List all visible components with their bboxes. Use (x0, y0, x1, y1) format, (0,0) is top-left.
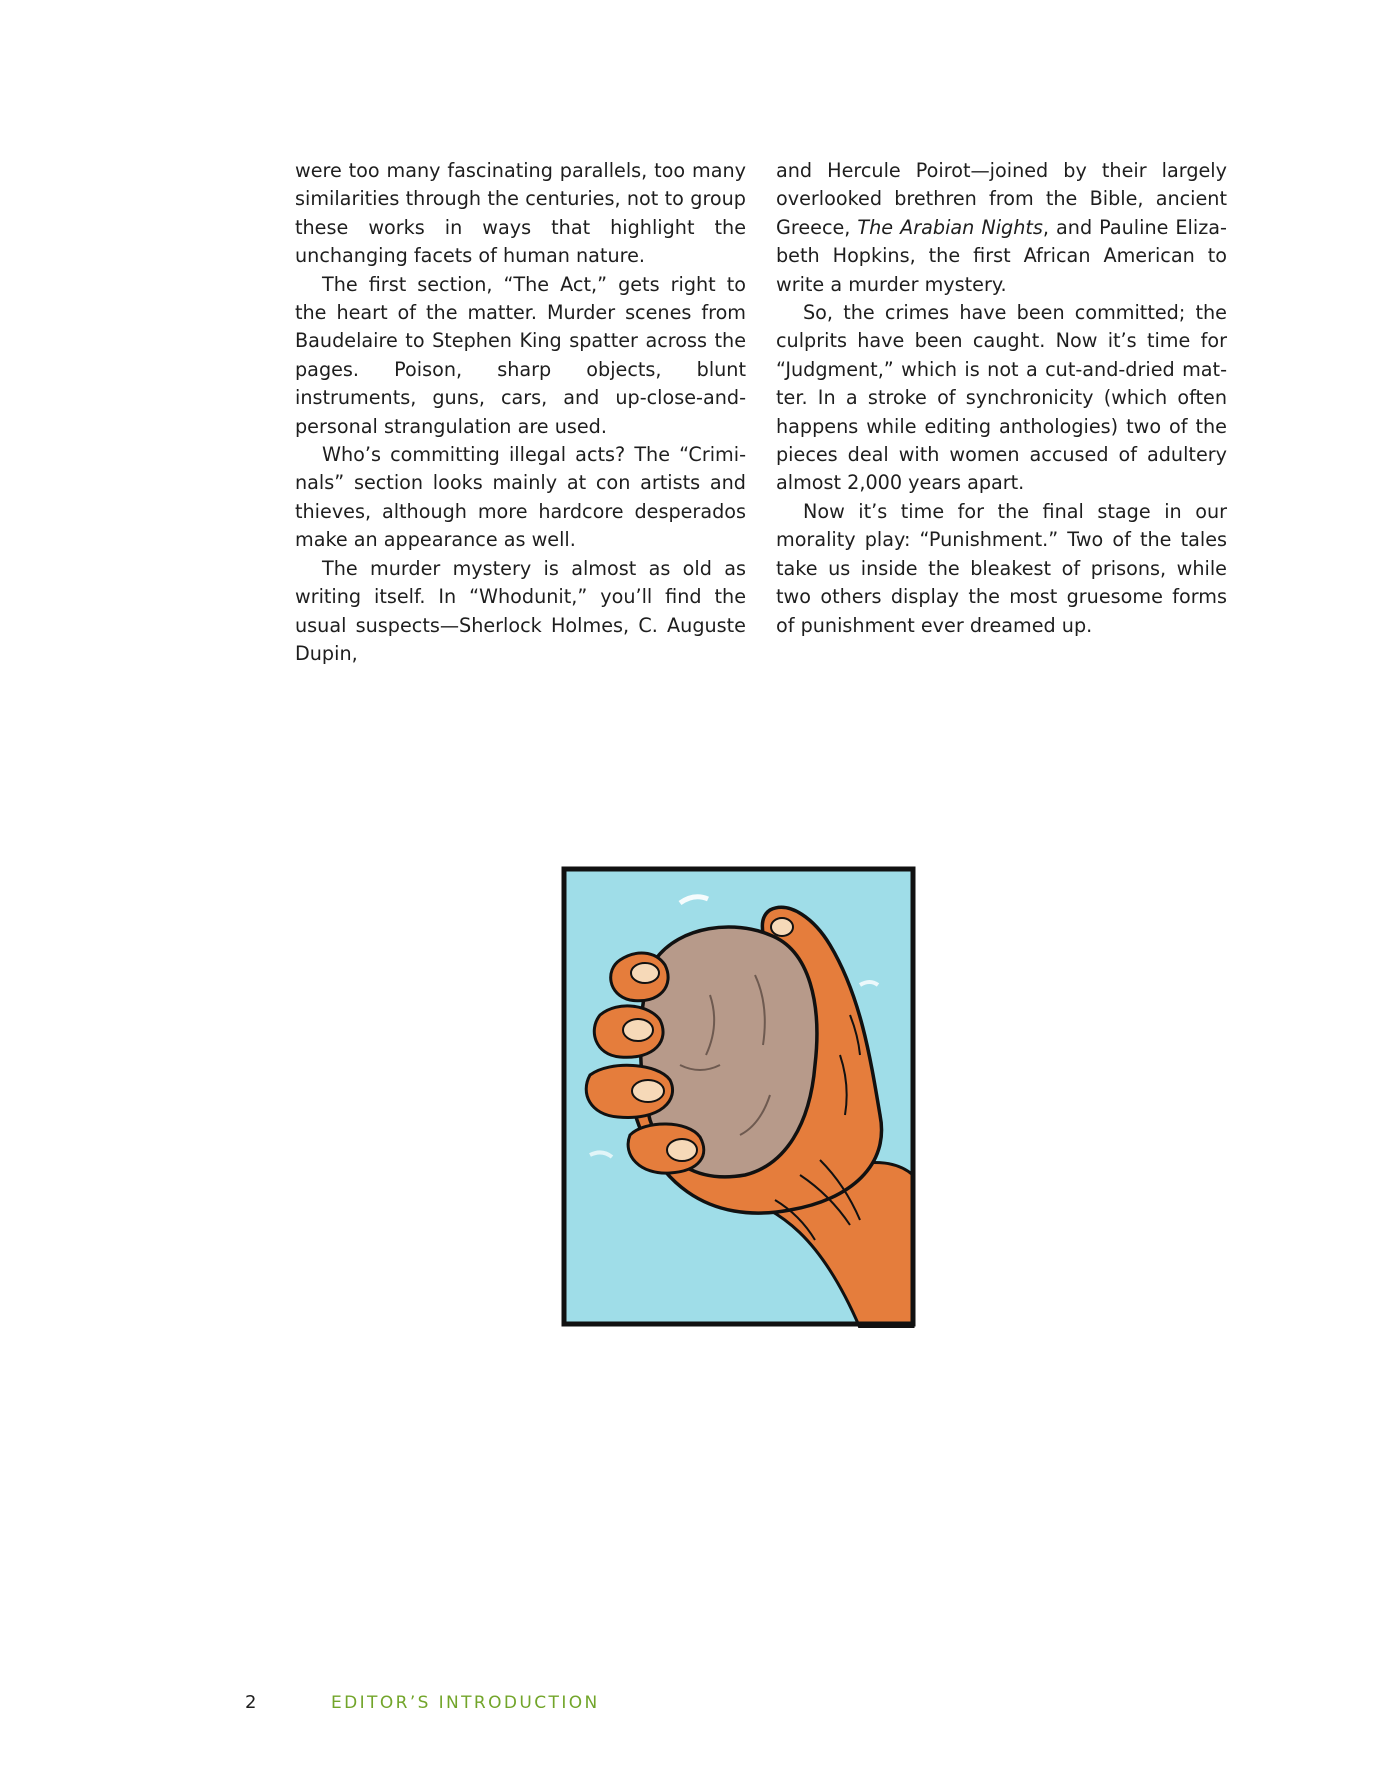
paragraph: Now it’s time for the final stage in our morality play: “Punishment.” Two of the tales take us inside the bleakest of prisons, while two others display the most gruesome forms of punishment ever dreamed up. (776, 499, 1227, 637)
right-column (776, 157, 1227, 668)
paragraph: The first section, “The Act,” gets right to the heart of the matter. Murder scenes from Baudelaire to Stephen King spatter across the pages. Poison, sharp objects, blunt instruments, guns, cars, and up-close-and-personal strangulation are used. (295, 272, 746, 438)
body-text (295, 157, 1227, 668)
paragraph: The murder mystery is almost as old as writing itself. In “Whodunit,” you’ll find the usual suspects—Sherlock Holmes, C. Auguste Dupin, (295, 556, 746, 665)
page-number: 2 (245, 1692, 257, 1713)
paragraph: So, the crimes have been committed; the culprits have been caught. Now it’s time for “Judgment,” which is not a cut-and-dried matter. In a stroke of synchronicity (which often happens while editing anthologies) two of the pieces deal with women accused of adultery almost 2,000 years apart. (776, 301, 1227, 495)
paragraph: Who’s committing illegal acts? The “Criminals” section looks mainly at con artists and thieves, although more hardcore desperados make an appearance as well. (295, 443, 746, 552)
running-head: EDITOR’S INTRODUCTION (331, 1693, 600, 1713)
paragraph (776, 157, 1227, 299)
illustration-svg (560, 865, 917, 1328)
paragraph: were too many fascinating parallels, too many similarities through the centuries, not to group these works in ways that highlight the unchanging facets of human nature. (295, 159, 746, 268)
text-run: , and Pauline Elizabeth Hopkins, the first African American to write a murder mystery. (776, 215, 1227, 296)
text-run: and Hercule Poirot—joined by their largely overlooked brethren from the Bible, ancient Greece, (776, 159, 1227, 239)
book-title-italic: The Arabian Nights (857, 215, 1043, 239)
hand-clutching-rock-icon (560, 865, 917, 1328)
left-column (295, 157, 746, 668)
